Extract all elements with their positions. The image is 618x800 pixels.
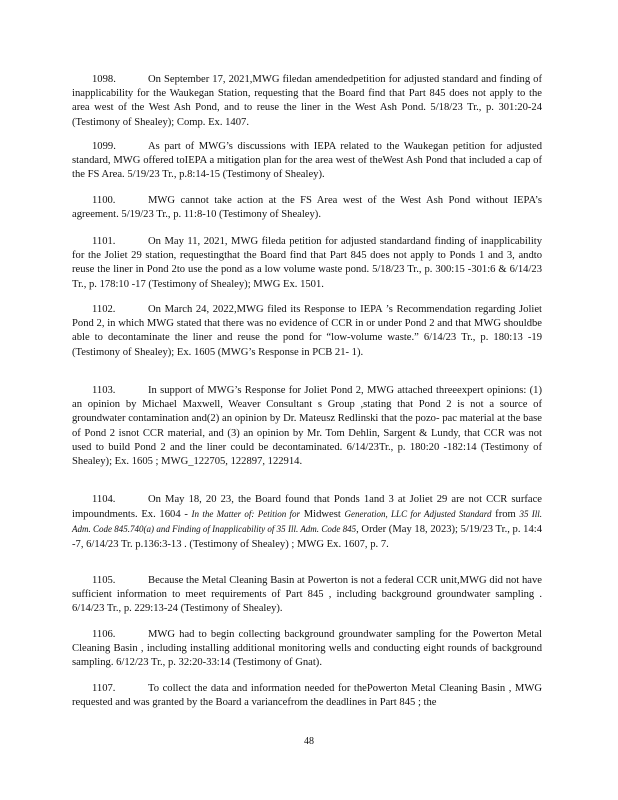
paragraph-text: MWG had to begin collecting background groundwater sampling for the Powerton Metal Cleaning Basin , including installing additional monitoring wells and conducting eight rounds of background sampling. 6/12/23 Tr., p. 32:20-33:14 (Testimony of Gnat). <box>72 629 542 669</box>
paragraph-1099 <box>72 140 542 183</box>
paragraph-text: To collect the data and information needed for thePowerton Metal Cleaning Basin , MWG requested and was granted by the Board a variancefrom the deadlines in Part 845 ; the <box>72 683 542 709</box>
paragraph-text: On September 17, 2021,MWG filedan amendedpetition for adjusted standard and finding of inapplicability for the Waukegan Station, requesting that the Board find that Part 845 does not apply to the area west of the West Ash Pond, and to reuse the liner in the West Ash Pond. 5/18/23 Tr., p. 301:20-24 (Testimony of Shealey); Comp. Ex. 1407. <box>72 74 542 128</box>
paragraph-text-mid: Midwest <box>300 509 345 521</box>
paragraph-1104 <box>72 493 542 552</box>
paragraph-1101 <box>72 235 542 292</box>
paragraph-text-lead: On May 18, 20 23, the Board found that Ponds 1and 3 at Joliet 29 are not CCR surface impoundments. Ex. 1604 - <box>72 494 542 521</box>
paragraph-text-tail: , Order (May 18, 2023); 5/19/23 Tr., p. 14:4 -7, 6/14/23 Tr. p.136:3-13 . (Testimony of Shealey) ; MWG Ex. 1607, p. 7. <box>72 524 542 550</box>
paragraph-1102 <box>72 303 542 360</box>
paragraph-number: 1100. <box>92 195 116 206</box>
paragraph-number: 1103. <box>92 385 116 396</box>
paragraph-number: 1102. <box>92 304 116 315</box>
case-title-italic: Generation, LLC for Adjusted Standard <box>344 509 492 520</box>
paragraph-text: As part of MWG’s discussions with IEPA related to the Waukegan petition for adjusted standard, MWG offered toIEPA a mitigation plan for the area west of theWest Ash Pond that included a cap of the FS Area. 5/19/23 Tr., p.8:14-15 (Testimony of Shealey). <box>72 141 542 181</box>
paragraph-text: On March 24, 2022,MWG filed its Response to IEPA ’s Recommendation regarding Joliet Pond 2, in which MWG stated that there was no evidence of CCR in or under Pond 2 and that MWG shouldbe able to decontaminate the liner and reuse the pond for “low-volume waste.” 6/14/23 Tr., p. 180:13 -19 (Testimony of Shealey); Ex. 1605 (MWG’s Response in PCB 21- 1). <box>72 304 542 358</box>
paragraph-1103 <box>72 384 542 469</box>
paragraph-number: 1106. <box>92 629 116 640</box>
paragraph-text: In support of MWG’s Response for Joliet Pond 2, MWG attached threeexpert opinions: (1) an opinion by Michael Maxwell, Weaver Consultant s Group ,stating that Pond 2 is not a source of groundwater contamination and(2) an opinion by Dr. Mateusz Redlinski that the pozo- pac material at the base of Pond 2 isnot CCR material, and (3) an opinion by Mr. Tom Dehlin, Sargent & Lundy, that CCR was not used to build Pond 2 and the liner could be decontaminated. 6/14/23Tr., p. 180:20 -182:14 (Testimony of Shealey); Ex. 1605 ; MWG_122705, 122897, 122914. <box>72 385 542 468</box>
paragraph-1105 <box>72 574 542 617</box>
paragraph-number: 1098. <box>92 74 116 85</box>
paragraph-text: On May 11, 2021, MWG fileda petition for adjusted standardand finding of inapplicability for the Joliet 29 station, requestingthat the Board find that Part 845 does not apply to Ponds 1 and 3, andto reuse the liner in Pond 2to use the pond as a low volume waste pond. 5/18/23 Tr., p. 300:15 -301:6 & 6/14/23 Tr., p. 178:10 -17 (Testimony of Shealey); MWG Ex. 1501. <box>72 236 542 290</box>
paragraph-number: 1104. <box>92 494 116 505</box>
paragraph-number: 1105. <box>92 575 116 586</box>
paragraph-number: 1107. <box>92 683 116 694</box>
case-title-italic: 35 Ill. Adm. Code 845.740(a) and Finding of Inapplicability of 35 Ill. Adm. Code 845 <box>72 509 543 535</box>
paragraph-number: 1099. <box>92 141 116 152</box>
paragraph-number: 1101. <box>92 236 116 247</box>
paragraph-text: Because the Metal Cleaning Basin at Powerton is not a federal CCR unit,MWG did not have sufficient information to meet requirements of Part 845 , including background groundwater sampling . 6/14/23 Tr., p. 229:13-24 (Testimony of Shealey). <box>72 575 542 615</box>
page-number: 48 <box>304 736 314 747</box>
case-title-italic: In the Matter of: Petition for <box>191 509 301 520</box>
paragraph-text: MWG cannot take action at the FS Area west of the West Ash Pond without IEPA’s agreement. 5/19/23 Tr., p. 11:8-10 (Testimony of Shealey). <box>72 195 542 221</box>
paragraph-1107 <box>72 682 542 710</box>
paragraph-1106 <box>72 628 542 671</box>
paragraph-text-mid: from <box>491 509 520 521</box>
paragraph-1100 <box>72 194 542 222</box>
paragraph-1098 <box>72 73 542 130</box>
